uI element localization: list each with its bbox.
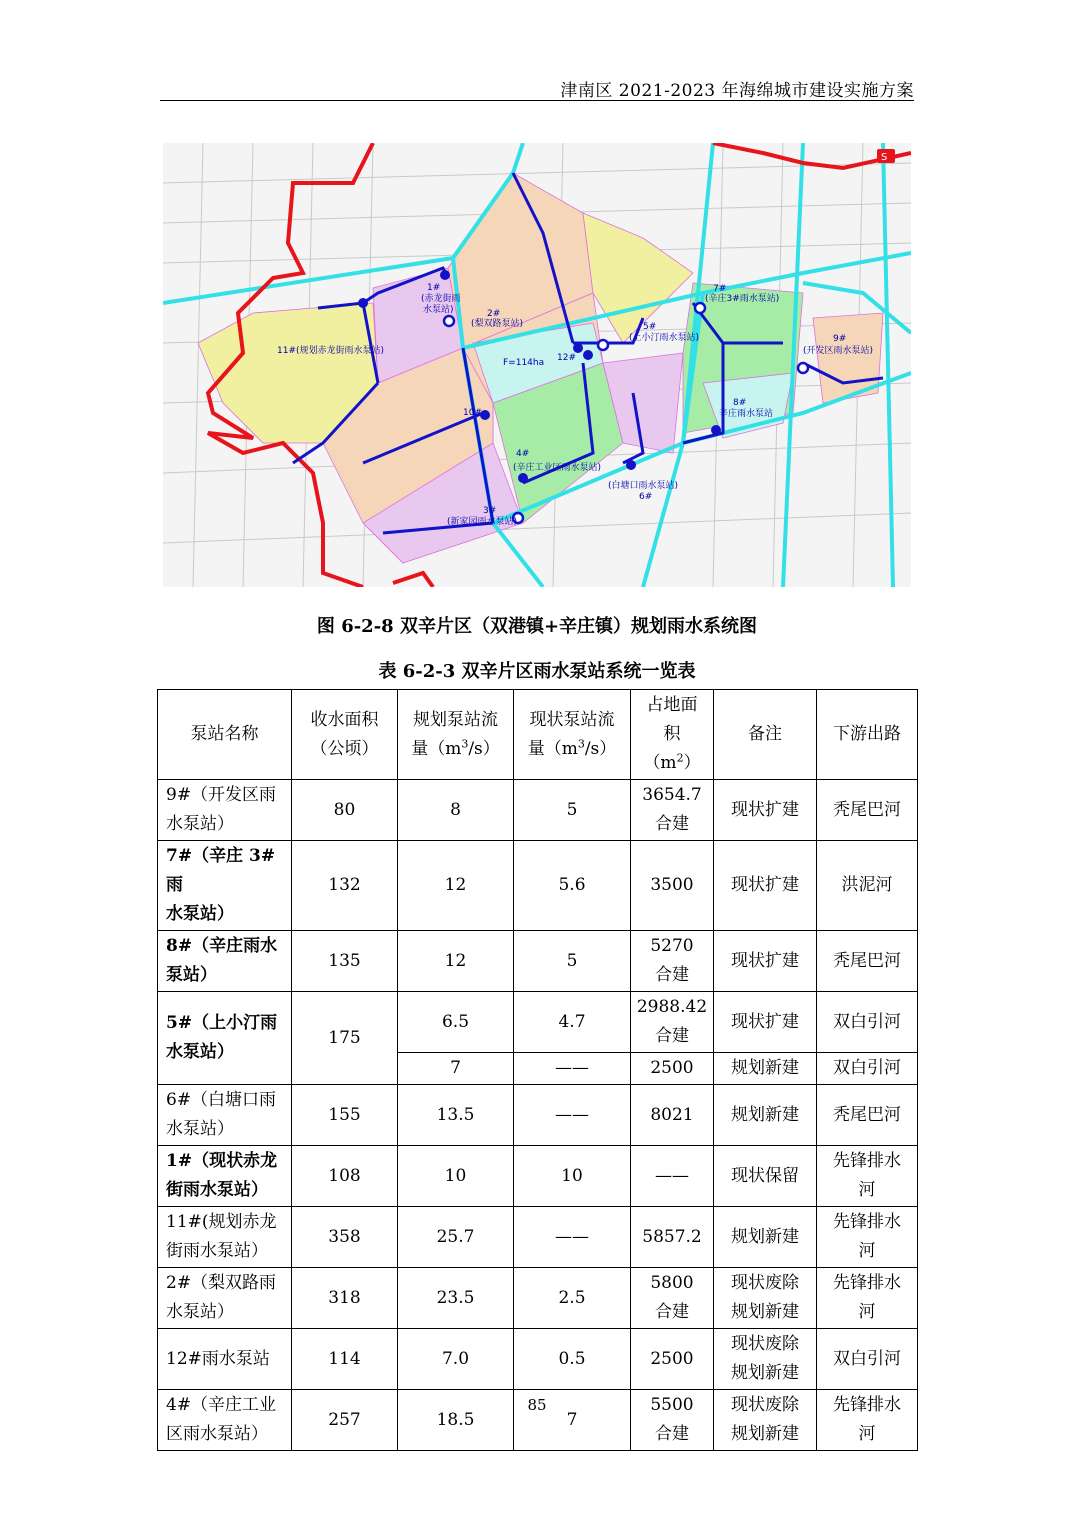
station-name-cell: 2#（梨双路雨 水泵站） [158, 1268, 292, 1329]
catchment-area-cell: 358 [292, 1207, 398, 1268]
map-label-s1: 1# [427, 283, 441, 293]
note-cell: 现状扩建 [714, 841, 817, 931]
header-area: 收水面积 （公顷） [292, 690, 398, 780]
map-label-s9-name: (开发区雨水泵站) [803, 346, 874, 356]
pump-station-table [157, 689, 918, 1451]
planned-flow-cell: 23.5 [398, 1268, 514, 1329]
map-label-s11: 11#(规划赤龙街雨水泵站) [277, 346, 385, 356]
table-row [158, 1146, 918, 1207]
planned-flow-cell: 12 [398, 931, 514, 992]
outlet-cell: 先锋排水 河 [817, 1207, 918, 1268]
outlet-cell: 双白引河 [817, 1329, 918, 1390]
map-label-s8: 8# [733, 398, 747, 408]
map-label-s10: 10# [463, 408, 482, 418]
note-cell: 规划新建 [714, 1207, 817, 1268]
land-area-cell: 3500 [631, 841, 714, 931]
planned-flow-cell: 10 [398, 1146, 514, 1207]
page-number: 85 [527, 1396, 547, 1414]
note-cell: 现状废除 规划新建 [714, 1390, 817, 1451]
table-row [158, 1329, 918, 1390]
map-canvas [163, 143, 911, 587]
map-label-s6-name: (白塘口雨水泵站) [608, 481, 679, 491]
outlet-cell: 秃尾巴河 [817, 780, 918, 841]
planned-flow-cell: 18.5 [398, 1390, 514, 1451]
note-cell: 现状废除 规划新建 [714, 1268, 817, 1329]
station-name-cell: 11#(规划赤龙 街雨水泵站） [158, 1207, 292, 1268]
land-area-cell: 2988.42 合建 [631, 992, 714, 1053]
station-name-cell: 8#（辛庄雨水 泵站） [158, 931, 292, 992]
header-current-flow: 现状泵站流 量$(m^3/s)$ [514, 690, 631, 780]
station-name-cell: 1#（现状赤龙 街雨水泵站） [158, 1146, 292, 1207]
map-label-s2-name: (梨双路泵站) [471, 319, 524, 329]
current-flow-cell: 10 [514, 1146, 631, 1207]
current-flow-cell: —— [514, 1053, 631, 1085]
current-flow-cell: 5 [514, 931, 631, 992]
outlet-cell: 先锋排水 河 [817, 1390, 918, 1451]
current-flow-cell: 2.5 [514, 1268, 631, 1329]
current-flow-cell: —— [514, 1085, 631, 1146]
table-body [158, 780, 918, 1451]
table-row [158, 1268, 918, 1329]
planned-flow-cell: 7.0 [398, 1329, 514, 1390]
station-name-cell: 6#（白塘口雨 水泵站） [158, 1085, 292, 1146]
map-label-s12: 12# [557, 353, 576, 363]
table-row [158, 931, 918, 992]
map-label-s9: 9# [833, 334, 847, 344]
header-outlet: 下游出路 [817, 690, 918, 780]
land-area-cell: 5500 合建 [631, 1390, 714, 1451]
station-name-cell: 5#（上小汀雨 水泵站） [158, 992, 292, 1085]
land-area-cell: 5270 合建 [631, 931, 714, 992]
planned-flow-cell: 25.7 [398, 1207, 514, 1268]
catchment-area-cell: 132 [292, 841, 398, 931]
table-row [158, 780, 918, 841]
outlet-cell: 秃尾巴河 [817, 1085, 918, 1146]
header-note: 备注 [714, 690, 817, 780]
table-header-row [158, 690, 918, 780]
svg-text:S: S [881, 152, 888, 163]
map-label-s1-name2: 水泵站) [423, 305, 454, 315]
current-flow-cell: 5 [514, 780, 631, 841]
current-flow-cell: 0.5 [514, 1329, 631, 1390]
current-flow-cell: —— [514, 1207, 631, 1268]
catchment-area-cell: 80 [292, 780, 398, 841]
catchment-area-cell: 135 [292, 931, 398, 992]
land-area-cell: —— [631, 1146, 714, 1207]
catchment-area-cell: 257 [292, 1390, 398, 1451]
map-label-s4: 4# [516, 449, 530, 459]
outlet-cell: 双白引河 [817, 1053, 918, 1085]
planned-flow-cell: 13.5 [398, 1085, 514, 1146]
map-label-s8-name: 辛庄雨水泵站 [719, 409, 774, 419]
map-label-s1-name: (赤龙街雨 [421, 294, 461, 304]
planned-flow-cell: 8 [398, 780, 514, 841]
page-header-title: 津南区 2021-2023 年海绵城市建设实施方案 [560, 81, 914, 101]
map-label-s4-name: (辛庄工业区雨水泵站) [513, 463, 602, 473]
note-cell: 现状废除 规划新建 [714, 1329, 817, 1390]
catchment-area-cell: 318 [292, 1268, 398, 1329]
land-area-cell: 3654.7 合建 [631, 780, 714, 841]
map-label-s6: 6# [639, 492, 653, 502]
note-cell: 现状扩建 [714, 992, 817, 1053]
land-area-cell: 5800 合建 [631, 1268, 714, 1329]
current-flow-cell: 7 [514, 1390, 631, 1451]
map-label-s7: 7# [713, 284, 727, 294]
land-area-cell: 8021 [631, 1085, 714, 1146]
note-cell: 规划新建 [714, 1053, 817, 1085]
outlet-cell: 秃尾巴河 [817, 931, 918, 992]
catchment-area-cell: 108 [292, 1146, 398, 1207]
header-divider [160, 100, 914, 101]
rainwater-system-map [163, 143, 911, 587]
table-row [158, 1085, 918, 1146]
map-label-s3-name: (新家园雨水泵站) [447, 517, 518, 527]
note-cell: 现状扩建 [714, 931, 817, 992]
note-cell: 现状扩建 [714, 780, 817, 841]
outlet-cell: 洪泥河 [817, 841, 918, 931]
station-name-cell: 7#（辛庄 3#雨 水泵站） [158, 841, 292, 931]
catchment-area-cell: 155 [292, 1085, 398, 1146]
planned-flow-cell: 12 [398, 841, 514, 931]
planned-flow-cell: 6.5 [398, 992, 514, 1053]
note-cell: 规划新建 [714, 1085, 817, 1146]
outlet-cell: 双白引河 [817, 992, 918, 1053]
table-row [158, 992, 918, 1053]
land-area-cell: 2500 [631, 1053, 714, 1085]
station-name-cell: 12#雨水泵站 [158, 1329, 292, 1390]
map-label-area: F=114ha [503, 358, 545, 368]
planned-flow-cell: 7 [398, 1053, 514, 1085]
outlet-cell: 先锋排水 河 [817, 1146, 918, 1207]
land-area-cell: 5857.2 [631, 1207, 714, 1268]
station-name-cell: 9#（开发区雨 水泵站） [158, 780, 292, 841]
catchment-area-cell: 175 [292, 992, 398, 1085]
current-flow-cell: 5.6 [514, 841, 631, 931]
outlet-cell: 先锋排水 河 [817, 1268, 918, 1329]
map-label-s2: 2# [487, 309, 501, 319]
current-flow-cell: 4.7 [514, 992, 631, 1053]
land-area-cell: 2500 [631, 1329, 714, 1390]
header-plan-flow: 规划泵站流 量$(m^3/s)$ [398, 690, 514, 780]
table-caption: 表 6-2-3 双辛片区雨水泵站系统一览表 [378, 661, 696, 682]
note-cell: 现状保留 [714, 1146, 817, 1207]
catchment-area-cell: 114 [292, 1329, 398, 1390]
header-land-area: 占地面 积$(m^2)$ [631, 690, 714, 780]
figure-caption: 图 6-2-8 双辛片区（双港镇+辛庄镇）规划雨水系统图 [316, 616, 758, 637]
header-name: 泵站名称 [158, 690, 292, 780]
map-label-s3: 3# [483, 506, 497, 516]
table-row [158, 841, 918, 931]
map-label-s5-name: (上小汀雨水泵站) [629, 333, 700, 343]
map-label-s5: 5# [643, 322, 657, 332]
station-name-cell: 4#（辛庄工业 区雨水泵站） [158, 1390, 292, 1451]
table-row [158, 1207, 918, 1268]
map-label-s7-name: (辛庄3#雨水泵站) [705, 294, 780, 304]
